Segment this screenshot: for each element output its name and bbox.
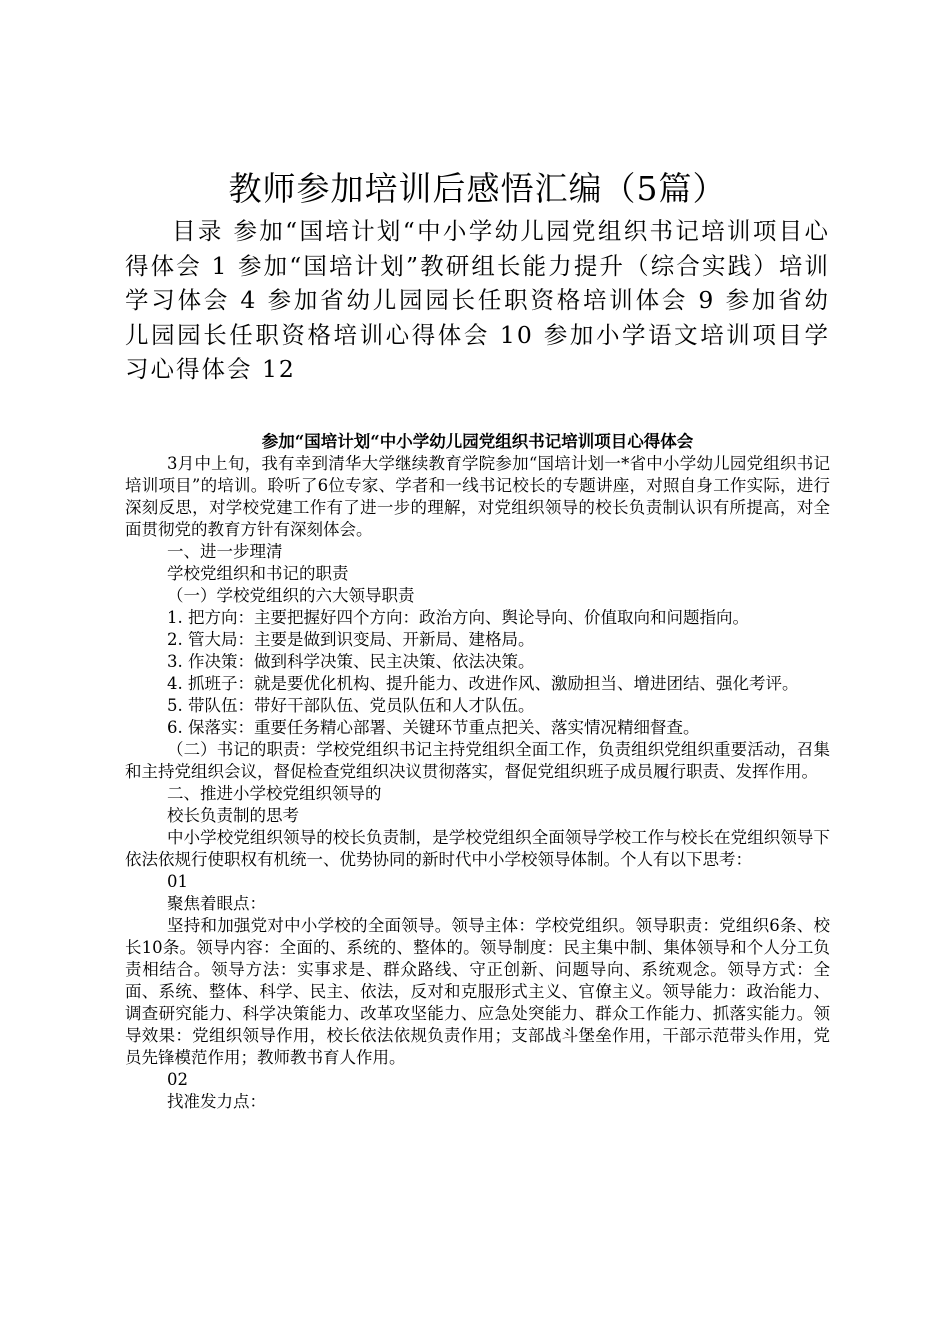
list-item: 6. 保落实：重要任务精心部署、关键环节重点把关、落实情况精细督查。	[167, 717, 700, 737]
list-item: 2. 管大局：主要是做到识变局、开新局、建格局。	[167, 629, 535, 649]
document-page	[125, 168, 830, 1113]
list-item: 1. 把方向：主要把握好四个方向：政治方向、舆论导向、价值取向和问题指向。	[167, 607, 749, 627]
heading-level-1: 一、进一步理清	[167, 541, 283, 561]
heading-level-1-continued: 校长负责制的思考	[167, 805, 299, 825]
paragraph: 坚持和加强党对中小学校的全面领导。领导主体：学校党组织。领导职责：党组织6条、校长10条。领导内容：全面的、系统的、整体的。领导制度：民主集中制、集体领导和个人分工负责相结合。领导方法：实事求是、群众路线、守正创新、问题导向、系统观念。领导方式：全面、系统、整体、科学、民主、依法，反对和克服形式主义、官僚主义。领导能力：政治能力、调查研究能力、科学决策能力、改革攻坚能力、应急处突能力、群众工作能力、抓落实能力。领导效果：党组织领导作用，校长依法依规负责作用；支部战斗堡垒作用，干部示范带头作用，党员先锋模范作用；教师教书育人作用。	[125, 915, 830, 1067]
section-title: 参加“国培计划“中小学幼儿园党组织书记培训项目心得体会	[261, 431, 694, 451]
paragraph: 3月中上旬，我有幸到清华大学继续教育学院参加“国培计划一*省中小学幼儿园党组织书记培训项目”的培训。聆听了6位专家、学者和一线书记校长的专题讲座，对照自身工作实际，进行深刻反思，对学校党建工作有了进一步的理解，对党组织领导的校长负责制认识有所提高，对全面贯彻党的教育方针有深刻体会。	[125, 453, 830, 539]
section-body	[125, 453, 830, 1113]
list-item: 5. 带队伍：带好干部队伍、党员队伍和人才队伍。	[167, 695, 535, 715]
point-number: 02	[167, 1069, 188, 1089]
point-number: 01	[167, 871, 188, 891]
paragraph: （二）书记的职责：学校党组织书记主持党组织全面工作，负责组织党组织重要活动，召集和主持党组织会议，督促检查党组织决议贯彻落实，督促党组织班子成员履行职责、发挥作用。	[125, 739, 830, 781]
list-item: 4. 抓班子：就是要优化机构、提升能力、改进作风、激励担当、增进团结、强化考评。	[167, 673, 799, 693]
table-of-contents: 目录 参加“国培计划“中小学幼儿园党组织书记培训项目心得体会 1 参加“国培计划”教研组长能力提升（综合实践）培训学习体会 4 参加省幼儿园园长任职资格培训体会 9 参加省幼儿园园长任职资格培训心得体会 10 参加小学语文培训项目学习心得体会 12	[125, 217, 830, 383]
point-heading: 聚焦着眼点：	[167, 893, 266, 913]
paragraph: 中小学校党组织领导的校长负责制，是学校党组织全面领导学校工作与校长在党组织领导下依法依规行使职权有机统一、优势协同的新时代中小学校领导体制。个人有以下思考：	[125, 827, 830, 869]
point-heading: 找准发力点：	[167, 1091, 266, 1111]
heading-level-1-continued: 学校党组织和书记的职责	[167, 563, 349, 583]
heading-level-2: （一）学校党组织的六大领导职责	[167, 585, 415, 605]
list-item: 3. 作决策：做到科学决策、民主决策、依法决策。	[167, 651, 535, 671]
document-title: 教师参加培训后感悟汇编（5篇）	[228, 169, 727, 208]
heading-level-1: 二、推进小学校党组织领导的	[167, 783, 382, 803]
